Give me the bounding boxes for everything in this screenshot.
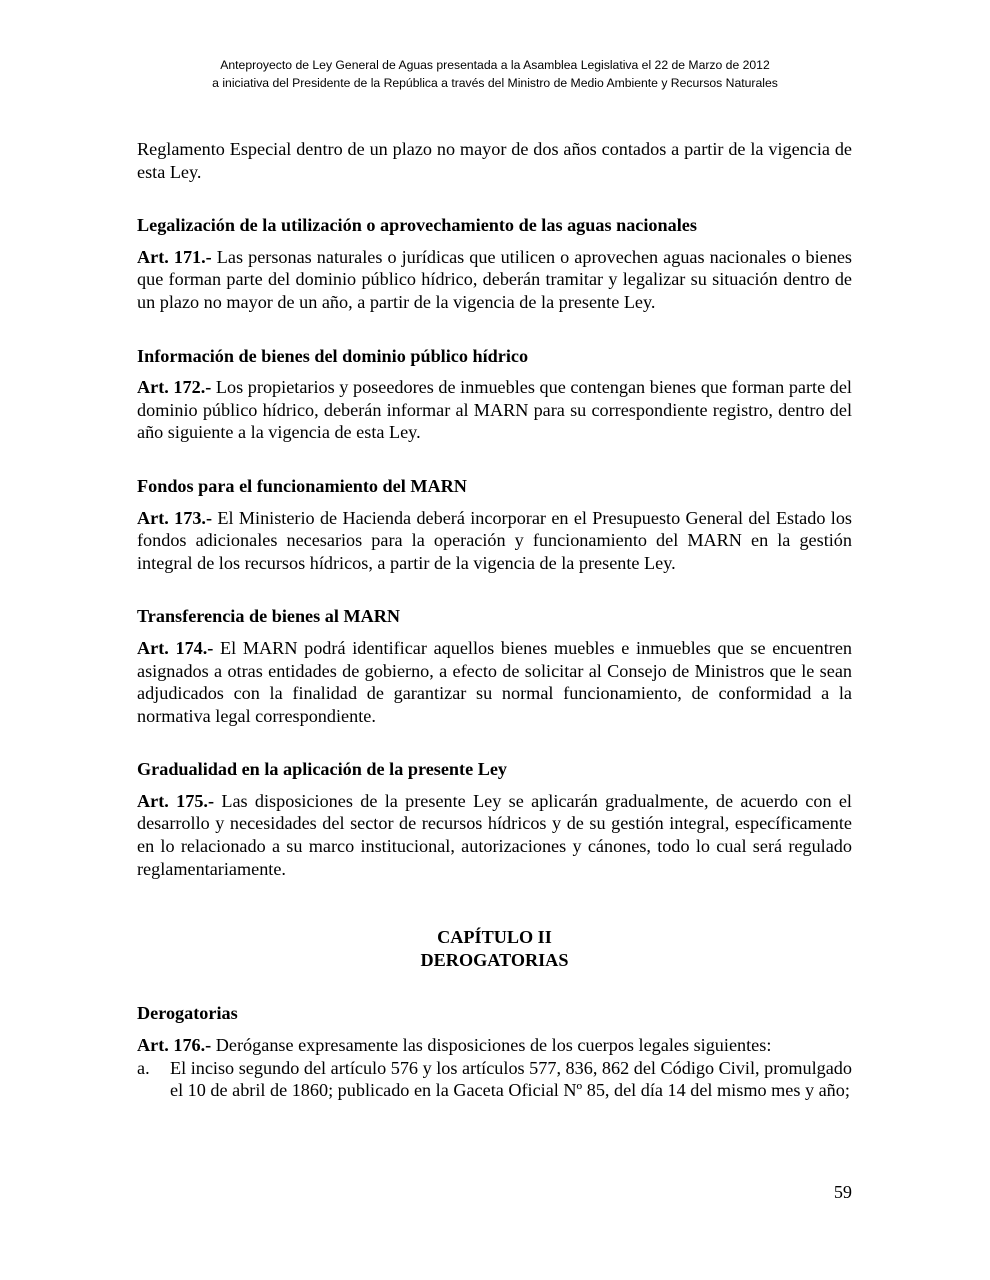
article-text-173: El Ministerio de Hacienda deberá incorporar en el Presupuesto General del Estado los fondos adicionales necesarios para la operación y funcionamiento del MARN en la gestión integral de los recursos hídricos, a partir de la vigencia de la presente Ley. xyxy=(137,507,852,573)
article-171 xyxy=(137,246,852,314)
article-174 xyxy=(137,637,852,727)
article-text-172: Los propietarios y poseedores de inmuebles que contengan bienes que forman parte del dominio público hídrico, deberán informar al MARN para su correspondiente registro, dentro del año siguiente a la vigencia de esta Ley. xyxy=(137,377,852,443)
article-heading-175: Gradualidad en la aplicación de la presente Ley xyxy=(137,759,508,780)
list-item xyxy=(137,1057,852,1102)
article-heading-172: Información de bienes del dominio público hídrico xyxy=(137,345,529,366)
article-175 xyxy=(137,790,852,880)
intro-paragraph: Reglamento Especial dentro de un plazo no mayor de dos años contados a partir de la vigencia de esta Ley. xyxy=(137,139,852,182)
chapter-number: CAPÍTULO II xyxy=(437,927,552,948)
article-176 xyxy=(137,1034,852,1057)
header-line-1: Anteproyecto de Ley General de Aguas presentada a la Asamblea Legislativa el 22 de Marzo de 2012 xyxy=(220,58,770,72)
article-text-171: Las personas naturales o jurídicas que utilicen o aprovechen aguas nacionales o bienes que forman parte del dominio público hídrico, deberán tramitar y legalizar su situación dentro de un plazo no mayor de un año, a partir de la vigencia de la presente Ley. xyxy=(137,246,853,312)
page-header xyxy=(0,56,990,92)
article-heading-171: Legalización de la utilización o aprovechamiento de las aguas nacionales xyxy=(137,215,697,236)
article-heading-174: Transferencia de bienes al MARN xyxy=(137,606,401,627)
list-item-text: El inciso segundo del artículo 576 y los artículos 577, 836, 862 del Código Civil, promulgado el 10 de abril de 1860; publicado en la Gaceta Oficial Nº 85, del día 14 del mismo mes y año; xyxy=(170,1057,852,1101)
article-label-176: Art. 176.- xyxy=(137,1035,212,1056)
article-heading-173: Fondos para el funcionamiento del MARN xyxy=(137,475,467,496)
article-text-175: Las disposiciones de la presente Ley se aplicarán gradualmente, de acuerdo con el desarrollo y necesidades del sector de recursos hídricos y de su gestión integral, específicamente en lo relacionado a su marco institucional, autorizaciones y cánones, todo lo cual será regulado reglamentariamente. xyxy=(137,790,852,879)
article-label-171: Art. 171.- xyxy=(137,246,212,267)
article-text-174: El MARN podrá identificar aquellos bienes muebles e inmuebles que se encuentren asignados a otras entidades de gobierno, a efecto de solicitar al Consejo de Ministros que le sean adjudicados con la finalidad de garantizar su normal funcionamiento, de conformidad a la normativa legal correspondiente. xyxy=(137,637,852,726)
page-number: 59 xyxy=(833,1182,852,1202)
article-text-176: Deróganse expresamente las disposiciones de los cuerpos legales siguientes: xyxy=(211,1035,772,1056)
article-heading-176: Derogatorias xyxy=(137,1003,238,1024)
list-marker: a. xyxy=(137,1057,150,1078)
article-label-172: Art. 172.- xyxy=(137,377,212,398)
article-172 xyxy=(137,376,852,444)
header-line-2: a iniciativa del Presidente de la República a través del Ministro de Medio Ambiente y Recursos Naturales xyxy=(212,76,778,90)
document-body xyxy=(137,138,852,1102)
article-label-173: Art. 173.- xyxy=(137,507,213,528)
article-173 xyxy=(137,507,852,575)
chapter-title-block xyxy=(137,926,852,971)
chapter-title: DEROGATORIAS xyxy=(420,949,569,970)
article-label-175: Art. 175.- xyxy=(137,790,215,811)
article-label-174: Art. 174.- xyxy=(137,637,214,658)
